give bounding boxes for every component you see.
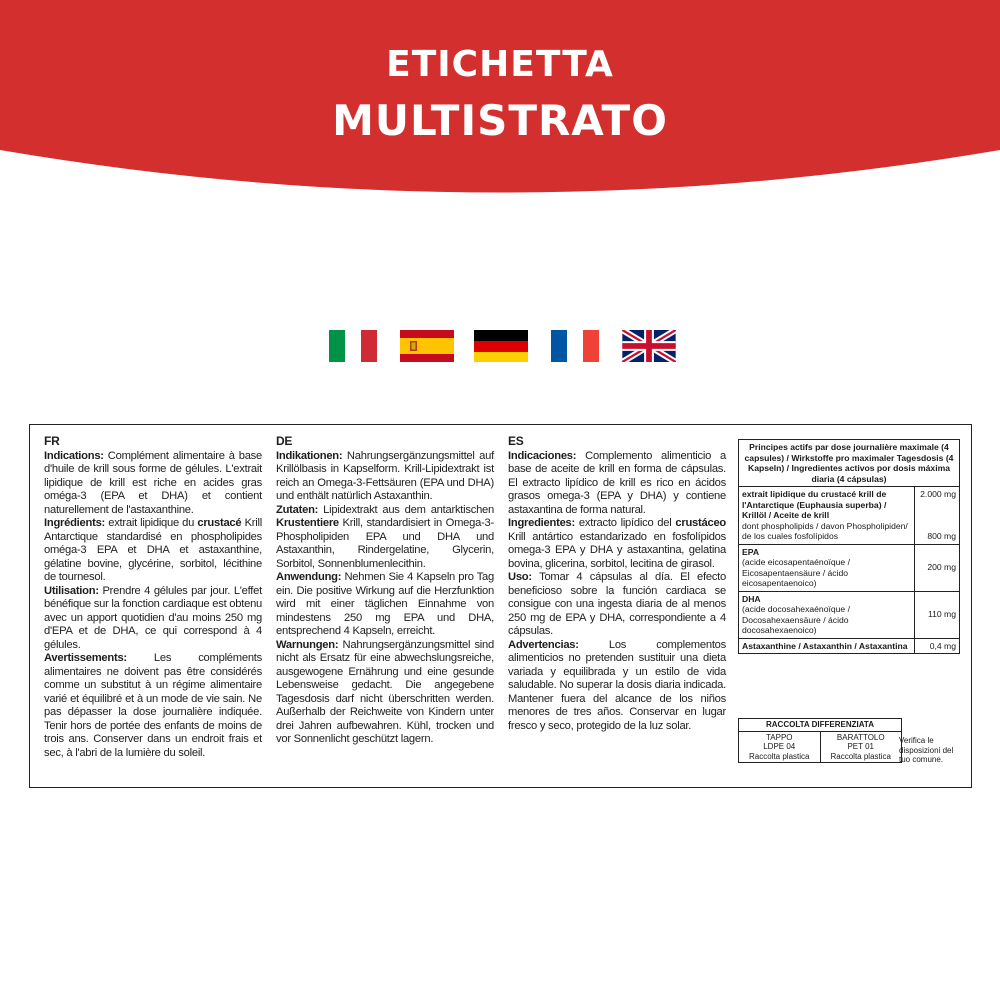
section-text: Complemento alimenticio a base de aceite de krill en forma de cápsulas. El extracto lipídico de krill es rico en ácidos grasos omega-3 (EPA y DHA) y contiene astaxantina de forma natural.	[508, 449, 726, 516]
language-code: ES	[508, 434, 524, 448]
section-label: Uso:	[508, 571, 532, 583]
ingredients-paragraph	[508, 517, 726, 571]
section-label: Indikationen:	[276, 449, 343, 462]
section-text: Lipidextrakt aus dem antarktischen	[318, 503, 494, 516]
flags-row	[326, 330, 676, 362]
product-label	[29, 424, 972, 788]
nutrition-row	[739, 639, 959, 654]
indications-paragraph	[508, 450, 726, 518]
section-text: Nehmen Sie 4 Kapseln pro Tag ein. Die positive Wirkung auf die Herzfunktion wird mit einer täglichen Einnahme von mindestens 250 mg EPA und DHA, entsprechend 4 Kapseln, erreicht.	[276, 571, 494, 637]
uk-flag-icon	[622, 330, 676, 362]
title-line-2: MULTISTRATO	[332, 96, 668, 145]
spain-flag-icon	[400, 330, 454, 362]
usage-paragraph	[276, 571, 494, 639]
nutrient-sublabel: (acide docosahexaénoïque / Docosahexaensäure / ácido docosahexaenoico)	[742, 604, 850, 635]
nutrition-name	[739, 487, 915, 544]
section-label: Anwendung:	[276, 571, 342, 583]
recycling-note: Verifica le disposizioni del tuo comune.	[899, 736, 954, 764]
allergen-word: crustáceo	[675, 517, 726, 529]
recycling-cap	[739, 732, 821, 763]
nutrient-amount: 200 mg	[927, 562, 956, 573]
section-label: Indications:	[44, 449, 104, 462]
section-text: Tomar 4 cápsulas al día. El efecto beneficioso sobre la función cardiaca se consigue con una ingesta diaria de al menos 250 mg de EPA y DHA, correspondiente a 4 cápsulas.	[508, 571, 726, 637]
nutrition-row	[739, 592, 959, 639]
cap-title: TAPPO	[765, 732, 793, 742]
section-label: Ingrédients:	[44, 517, 106, 529]
section-label: Advertencias:	[508, 638, 579, 651]
section-text: Krill, standardisiert in Omega-3-Phospholipiden EPA und DHA und Astaxanthin, Rindergelatine, Glycerin, Sorbitol, Sonnenblumenlecithin.	[276, 517, 494, 570]
nutrition-value	[915, 592, 959, 638]
allergen-word: crustacé	[197, 517, 242, 529]
language-code: FR	[44, 434, 60, 448]
section-text: Krill antártico estandarizado en fosfolípidos omega-3 EPA y DHA y astaxantina, gelatina bovina, glicerina, sorbitol, lecitina de girasol.	[508, 530, 726, 570]
recycling-row	[739, 732, 901, 763]
nutrient-sublabel: dont phospholipids / davon Phospholipiden/ de los cuales fosfolípidos	[742, 520, 908, 541]
nutrient-amount: 110 mg	[927, 609, 956, 620]
section-text: Nahrungsergänzungsmittel sind nicht als Ersatz für eine abwechslungsreiche, ausgewogene Ernährung und eine gesunde Lebensweise gedacht. Die angegebene Tagesdosis darf nicht überschritten werden. Außerhalb der Reichweite von Kindern unter drei Jahren aufbewahren. Kühl, trocken und vor Sonnenlicht geschützt lagern.	[276, 638, 494, 745]
germany-flag-icon	[474, 330, 528, 362]
language-code: DE	[276, 434, 293, 448]
label-column-fr	[44, 435, 262, 760]
warnings-paragraph	[44, 652, 262, 760]
section-label: Zutaten:	[276, 503, 319, 516]
section-text: extracto lipídico del	[575, 517, 676, 529]
indications-paragraph	[276, 450, 494, 504]
section-text: Los complementos alimenticios no pretenden sustituir una dieta variada y equilibrada y un estilo de vida saludable. No superar la dosis diaria indicada. Mantener fuera del alcance de los niños menores de tres años. Conservar en lugar fresco y seco, protegido de la luz solar.	[508, 638, 726, 732]
jar-material: PET 01	[847, 742, 875, 751]
nutrient-subamount: 800 mg	[927, 531, 956, 541]
ingredients-paragraph	[276, 504, 494, 572]
usage-paragraph	[44, 585, 262, 653]
cap-material: LDPE 04	[763, 742, 796, 751]
jar-title: BARATTOLO	[836, 732, 885, 742]
italy-flag-icon	[326, 330, 380, 362]
section-text: extrait lipidique du	[105, 517, 198, 529]
nutrient-amount: 2.000 mg	[920, 489, 956, 499]
nutrient-label: Astaxanthine / Astaxanthin / Astaxantina	[742, 640, 908, 651]
recycling-header: RACCOLTA DIFFERENZIATA	[739, 719, 901, 732]
section-text: Prendre 4 gélules par jour. L'effet bénéfique sur la fonction cardiaque est obtenu avec un apport quotidien d'au moins 250 mg d'EPA et de DHA, ce qui correspond à 4 gélules.	[44, 584, 263, 651]
warnings-paragraph	[508, 639, 726, 734]
nutrient-label: EPA	[742, 546, 760, 557]
section-text: Complément alimentaire à base d'huile de krill sous forme de gélules. L'extrait lipidique de krill est riche en acides gras oméga-3 (EPA et DHA) et contient naturellement de l'astaxanthine.	[44, 449, 262, 516]
section-label: Avertissements:	[44, 652, 127, 664]
ingredients-paragraph	[44, 517, 262, 585]
france-flag-icon	[548, 330, 602, 362]
allergen-word: Krustentiere	[276, 517, 339, 529]
nutrition-name	[739, 545, 915, 591]
section-text: Nahrungsergänzungsmittel auf Krillölbasis in Kapselform. Krill-Lipidextrakt ist reich an Omega-3-Fettsäuren (EPA und DHA) und enthält natürlich Astaxanthin.	[276, 449, 494, 502]
nutrition-table	[738, 439, 960, 654]
nutrition-value	[915, 487, 959, 544]
section-text: Krill Antarctique standardisé en phospholipides oméga-3 EPA et DHA et astaxanthine, gélatine bovine, glycérine, sorbitol, lécithine de tournesol.	[44, 517, 262, 583]
label-column-de	[276, 435, 494, 747]
section-text: Les compléments alimentaires ne doivent pas être considérés comme un substitut à un régime alimentaire varié et équilibré et à un mode de vie sain. Ne pas dépasser la dose journalière indiquée. Tenir hors de portée des enfants de moins de trois ans. Conserver dans un endroit frais et sec, à l'abri de la lumière du soleil.	[44, 652, 262, 759]
indications-paragraph	[44, 450, 262, 518]
section-label: Utilisation:	[44, 584, 99, 597]
nutrition-name	[739, 592, 915, 638]
warnings-paragraph	[276, 639, 494, 747]
nutrition-value	[915, 545, 959, 591]
recycling-box	[738, 718, 902, 763]
jar-bin: Raccolta plastica	[830, 751, 891, 761]
nutrition-name	[739, 639, 915, 654]
nutrition-row	[739, 487, 959, 545]
title-line-1: ETICHETTA	[386, 44, 614, 85]
nutrition-row	[739, 545, 959, 592]
recycling-jar	[821, 732, 902, 763]
nutrition-header: Principes actifs par dose journalière maximale (4 capsules) / Wirkstoffe pro maximaler Tagesdosis (4 Kapseln) / Ingredientes activos por dosis máxima diaria (4 cápsulas)	[739, 440, 959, 487]
label-column-es	[508, 435, 726, 733]
nutrient-sublabel: (acide eicosapentaénoïque / Eicosapentaensäure / ácido eicosapentaenoico)	[742, 557, 850, 588]
cap-bin: Raccolta plastica	[749, 751, 810, 761]
nutrient-label: extrait lipidique du crustacé krill de l'Antarctique (Euphausia superba) / Krillöl / Aceite de krill	[742, 489, 887, 520]
nutrient-label: DHA	[742, 593, 761, 604]
header-banner	[0, 0, 1000, 195]
nutrient-amount: 0,4 mg	[929, 640, 956, 651]
section-label: Warnungen:	[276, 638, 339, 651]
nutrition-value	[915, 639, 959, 654]
usage-paragraph	[508, 571, 726, 639]
section-label: Indicaciones:	[508, 449, 577, 462]
section-label: Ingredientes:	[508, 517, 575, 529]
